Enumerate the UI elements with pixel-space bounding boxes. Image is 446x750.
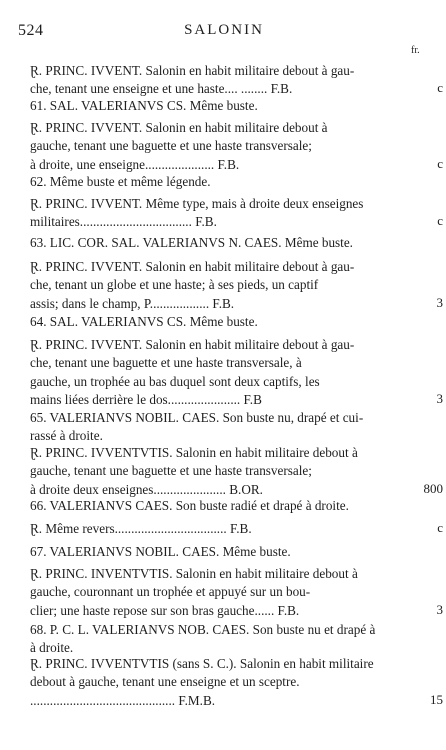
coin-entry — [30, 497, 400, 515]
coin-entry — [30, 173, 400, 191]
coin-entry — [30, 97, 400, 115]
page-title: SALONIN — [184, 22, 264, 38]
reverse-description — [30, 444, 400, 499]
reverse-description — [30, 565, 400, 620]
entry-line: Ɽ. PRINC. IVVENT. Salonin en habit militaire debout à gau- — [30, 259, 355, 274]
rarity-value: c — [437, 520, 443, 535]
reverse-description — [30, 195, 400, 232]
entry-line: 66. VALERIANVS CAES. Son buste radié et drapé à droite. — [30, 498, 349, 513]
entry-line: à droite. — [30, 640, 74, 656]
entry-line: 62. Même buste et même légende. — [30, 174, 211, 189]
entry-line: Ɽ. PRINC. IVVENT. Salonin en habit militaire debout à gau- — [30, 337, 355, 352]
entry-line: militaires.................................. F.B. — [30, 214, 217, 230]
entry-line: Ɽ. PRINC. IVVENTVTIS (sans S. C.). Salonin en habit militaire — [30, 656, 374, 671]
reverse-description — [30, 520, 400, 538]
entry-line: ............................................ F.M.B. — [30, 692, 216, 708]
entry-line: 68. P. C. L. VALERIANVS NOB. CAES. Son buste nu et drapé à — [30, 622, 376, 637]
rarity-value: 800 — [423, 480, 443, 496]
entry-line: che, tenant un globe et une haste; à ses pieds, un captif — [30, 277, 319, 293]
coin-entry — [30, 234, 400, 252]
rarity-value: 15 — [430, 691, 443, 707]
coin-entry — [30, 543, 400, 561]
entry-line: gauche, tenant une baguette et une haste transversale; — [30, 463, 312, 479]
entry-line: 65. VALERIANVS NOBIL. CAES. Son buste nu, drapé et cui- — [30, 410, 364, 425]
entry-line: à droite, une enseigne..................... F.B. — [30, 156, 240, 172]
coin-entry — [30, 409, 400, 446]
entry-line: gauche, tenant une baguette et une haste transversale; — [30, 138, 312, 154]
rarity-value: c — [437, 155, 443, 171]
entry-line: mains liées derrière le dos...................... F.B — [30, 392, 262, 408]
reverse-description — [30, 655, 400, 710]
entry-line: 64. SAL. VALERIANVS CS. Même buste. — [30, 314, 258, 329]
entry-line: Ɽ. PRINC. IVVENT. Même type, mais à droite deux enseignes — [30, 196, 364, 211]
entry-line: Ɽ. PRINC. INVENTVTIS. Salonin en habit militaire debout à — [30, 566, 358, 581]
rarity-value: c — [437, 213, 443, 229]
rarity-value: 3 — [436, 294, 443, 310]
entry-line: Ɽ. PRINC. IVVENT. Salonin en habit militaire debout à gau- — [30, 63, 355, 78]
reverse-description — [30, 62, 400, 99]
entry-line: Ɽ. PRINC. IVVENT. Salonin en habit militaire debout à — [30, 120, 328, 135]
page-header — [18, 22, 430, 44]
entry-line: assis; dans le champ, P.................. F.B. — [30, 295, 235, 311]
entry-line: gauche, un trophée au bas duquel sont deux captifs, les — [30, 373, 320, 389]
reverse-description — [30, 336, 400, 410]
rarity-value: c — [437, 80, 443, 96]
entry-line: rassé à droite. — [30, 428, 103, 444]
reverse-description — [30, 119, 400, 174]
entry-line: 67. VALERIANVS NOBIL. CAES. Même buste. — [30, 544, 291, 559]
entry-line: che, tenant une enseigne et une haste.... ........ F.B. — [30, 81, 293, 97]
coin-entry — [30, 313, 400, 331]
entry-line: à droite deux enseignes...................... B.OR. — [30, 481, 263, 497]
coin-entry — [30, 621, 400, 658]
entry-line: Ɽ. PRINC. IVVENTVTIS. Salonin en habit militaire debout à — [30, 445, 358, 460]
entry-line: Ɽ. Même revers.................................. F.B. — [30, 521, 252, 536]
page-number: 524 — [18, 22, 44, 39]
entry-line: che, tenant une baguette et une haste transversale, à — [30, 355, 302, 371]
entry-line: debout à gauche, tenant une enseigne et un sceptre. — [30, 674, 300, 690]
entry-line: 61. SAL. VALERIANVS CS. Même buste. — [30, 98, 258, 113]
rarity-value: 3 — [436, 601, 443, 617]
entry-line: clier; une haste repose sur son bras gauche...... F.B. — [30, 602, 300, 618]
entry-line: gauche, couronnant un trophée et appuyé sur un bou- — [30, 584, 311, 600]
rarity-column-label: fr. — [411, 45, 420, 56]
rarity-value: 3 — [436, 391, 443, 407]
entry-line: 63. LIC. COR. SAL. VALERIANVS N. CAES. Même buste. — [30, 235, 353, 250]
reverse-description — [30, 258, 400, 313]
